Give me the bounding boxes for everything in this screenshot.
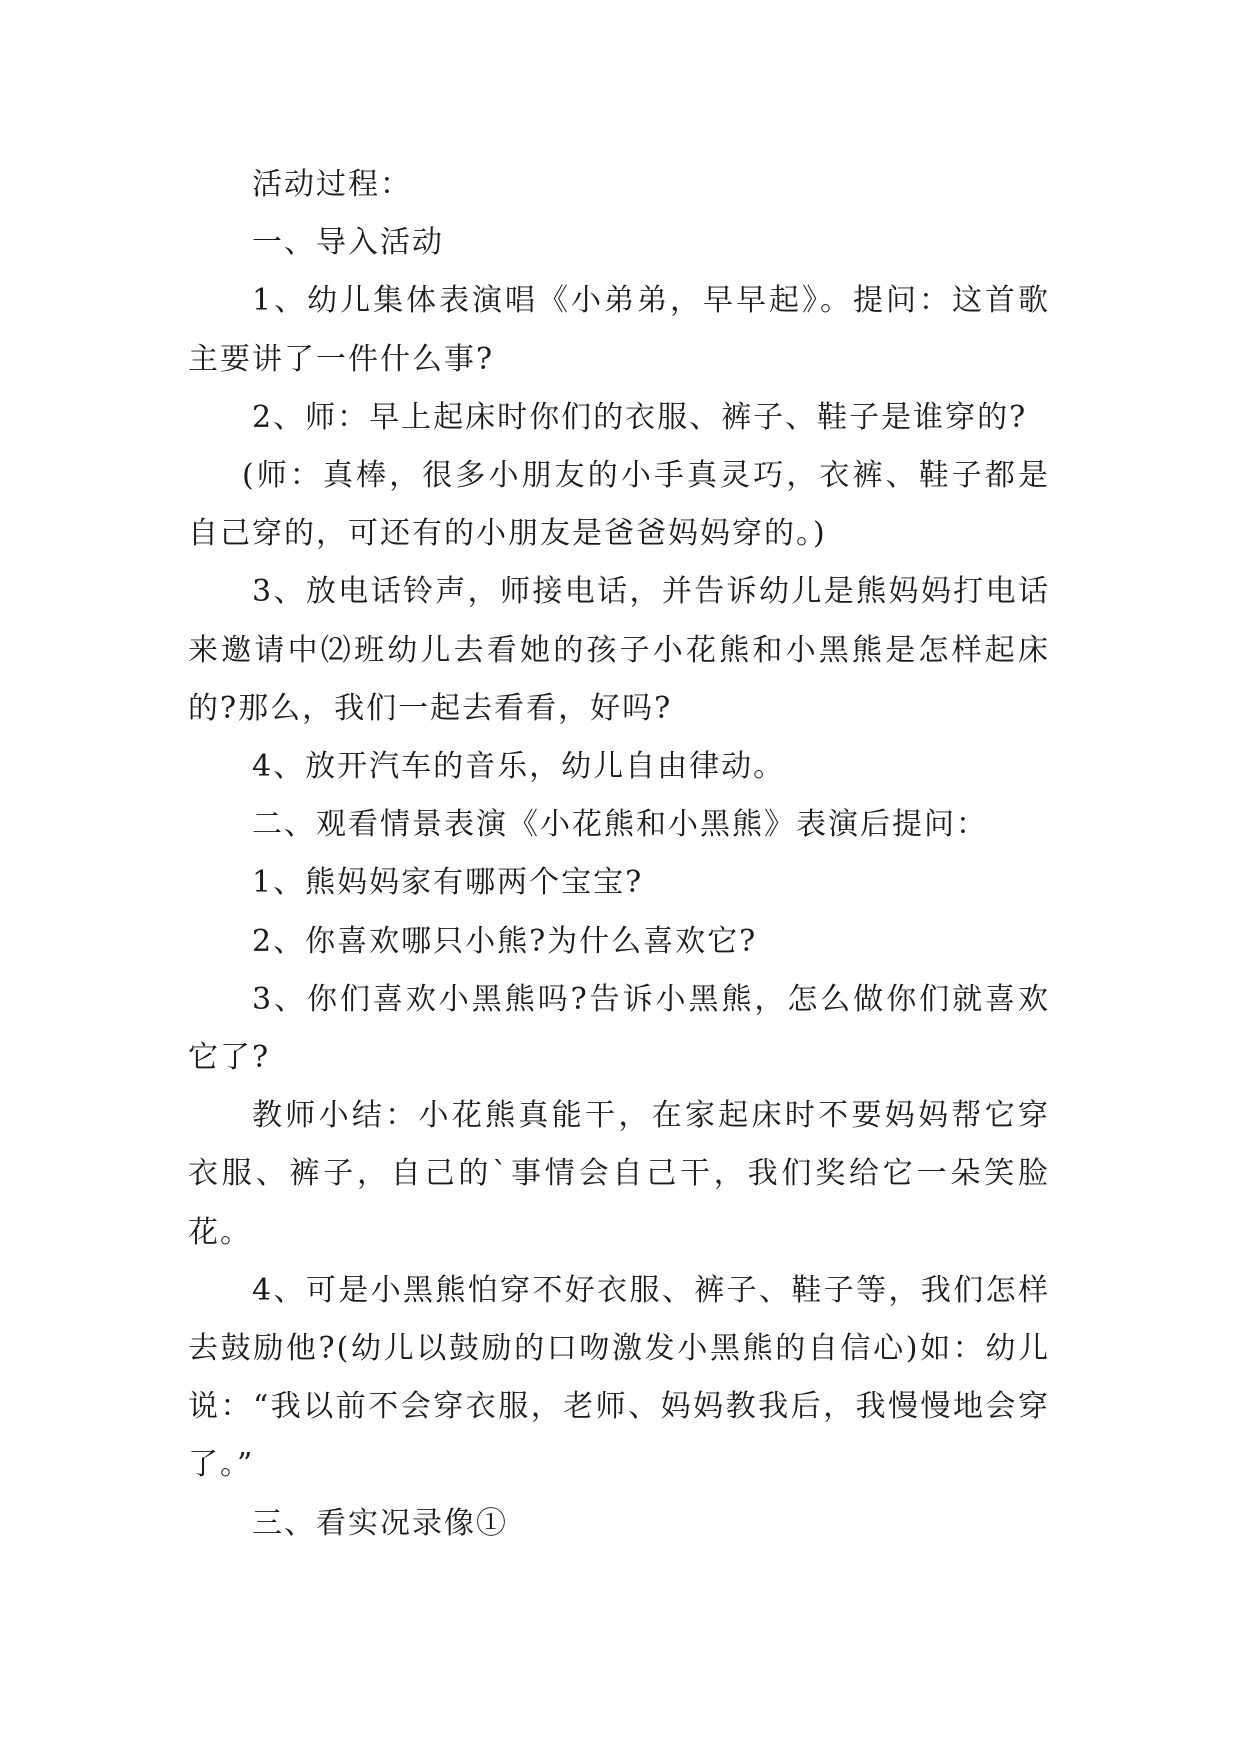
paragraph: 活动过程： (252, 167, 412, 202)
paragraph: 教师小结：小花熊真能干，在家起床时不要妈妈帮它穿衣服、裤子，自己的`事情会自己干，我们奖给它一朵笑脸花。 (188, 1098, 1050, 1250)
paragraph: 3、你们喜欢小黑熊吗?告诉小黑熊，怎么做你们就喜欢它了? (188, 981, 1050, 1076)
paragraph: 2、师：早上起床时你们的衣服、裤子、鞋子是谁穿的? (252, 399, 1028, 435)
paragraph: 1、熊妈妈家有哪两个宝宝? (252, 865, 644, 901)
document-body (188, 156, 1050, 1553)
paragraph: 4、可是小黑熊怕穿不好衣服、裤子、鞋子等，我们怎样去鼓励他?(幼儿以鼓励的口吻激发小黑熊的自信心)如：幼儿说：“我以前不会穿衣服，老师、妈妈教我后，我慢慢地会穿了。” (188, 1272, 1050, 1483)
paragraph: (师：真棒，很多小朋友的小手真灵巧，衣裤、鞋子都是自己穿的，可还有的小朋友是爸爸妈妈穿的。) (188, 458, 1050, 552)
paragraph: 二、观看情景表演《小花熊和小黑熊》表演后提问： (252, 807, 988, 843)
paragraph: 2、你喜欢哪只小熊?为什么喜欢它? (252, 923, 758, 959)
paragraph: 3、放电话铃声，师接电话，并告诉幼儿是熊妈妈打电话来邀请中⑵班幼儿去看她的孩子小花熊和小黑熊是怎样起床的?那么，我们一起去看看，好吗? (188, 574, 1050, 726)
paragraph: 三、看实况录像① (252, 1505, 508, 1541)
paragraph: 1、幼儿集体表演唱《小弟弟，早早起》。提问：这首歌主要讲了一件什么事? (188, 283, 1050, 377)
paragraph: 4、放开汽车的音乐，幼儿自由律动。 (252, 749, 786, 785)
paragraph: 一、导入活动 (252, 225, 444, 261)
